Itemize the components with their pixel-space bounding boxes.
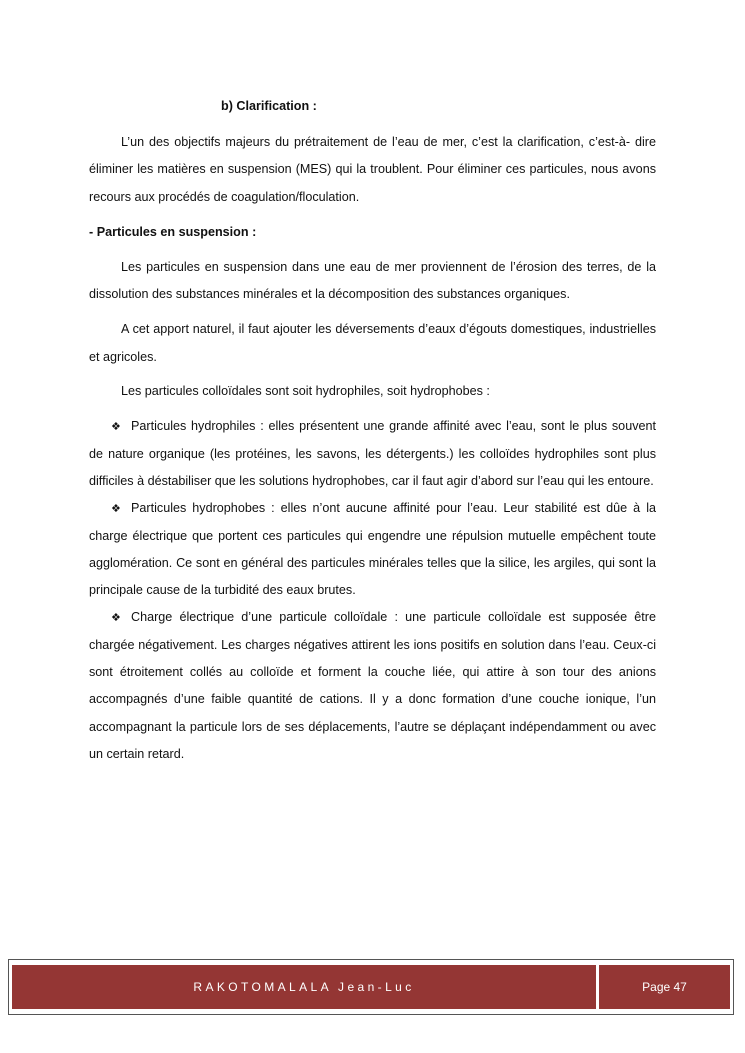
intro-paragraph: L’un des objectifs majeurs du prétraitement de l’eau de mer, c’est la clarification, c’est-à- dire éliminer les matières en suspension (MES) qui la troublent. Pour éliminer ces particules, nous avons recours aux procédés de coagulation/floculation. [89, 135, 656, 204]
bullet-hydrophobes [89, 495, 656, 604]
bullet-text: Charge électrique d’une particule colloïdale : une particule colloïdale est supposée être chargée négativement. Les charges négatives attirent les ions positifs en solution dans l’eau. Ceux-ci sont étroitement collés au colloïde et forment la couche liée, qui attire à son tour des anions accompagnés d’une faible quantité de cations. Il y a donc formation d’une couche ionique, l’un accompagnant la particule lors de ses déplacements, l’autre se déplaçant indépendamment ou avec un certain retard. [89, 610, 656, 761]
bullet-hydrophiles [89, 413, 656, 495]
diamond-bullet-icon: ❖ [111, 420, 121, 434]
subheading-particules-suspension: - Particules en suspension : [89, 224, 257, 239]
diamond-bullet-icon: ❖ [111, 502, 121, 516]
footer-page-number: Page 47 [599, 965, 730, 1009]
paragraph-origine-particules: Les particules en suspension dans une eau de mer proviennent de l’érosion des terres, de la dissolution des substances minérales et la décomposition des substances organiques. [89, 259, 656, 302]
document-body [89, 95, 656, 768]
bullet-text: Particules hydrophobes : elles n’ont aucune affinité pour l’eau. Leur stabilité est dûe à la charge électrique que portent ces particules qui engendre une répulsion mutuelle empêchent toute agglomération. Ce sont en général des particules minérales telles que la silice, les argiles, qui sont la principale cause de la turbidité des eaux brutes. [89, 501, 656, 598]
bullet-charge-electrique [89, 604, 656, 768]
paragraph-colloidales: Les particules colloïdales sont soit hydrophiles, soit hydrophobes : [121, 384, 490, 399]
bullet-text: Particules hydrophiles : elles présentent une grande affinité avec l’eau, sont le plus souvent de nature organique (les protéines, les savons, les détergents.) les colloïdes hydrophiles sont plus difficiles à déstabiliser que les solutions hydrophobes, car il faut agir d’abord sur l’eau qui les entoure. [89, 419, 656, 488]
footer-author: RAKOTOMALALA Jean-Luc [12, 965, 596, 1009]
diamond-bullet-icon: ❖ [111, 611, 121, 625]
section-heading: b) Clarification : [221, 99, 317, 113]
paragraph-apport-naturel: A cet apport naturel, il faut ajouter les déversements d’eaux d’égouts domestiques, industrielles et agricoles. [89, 322, 656, 364]
